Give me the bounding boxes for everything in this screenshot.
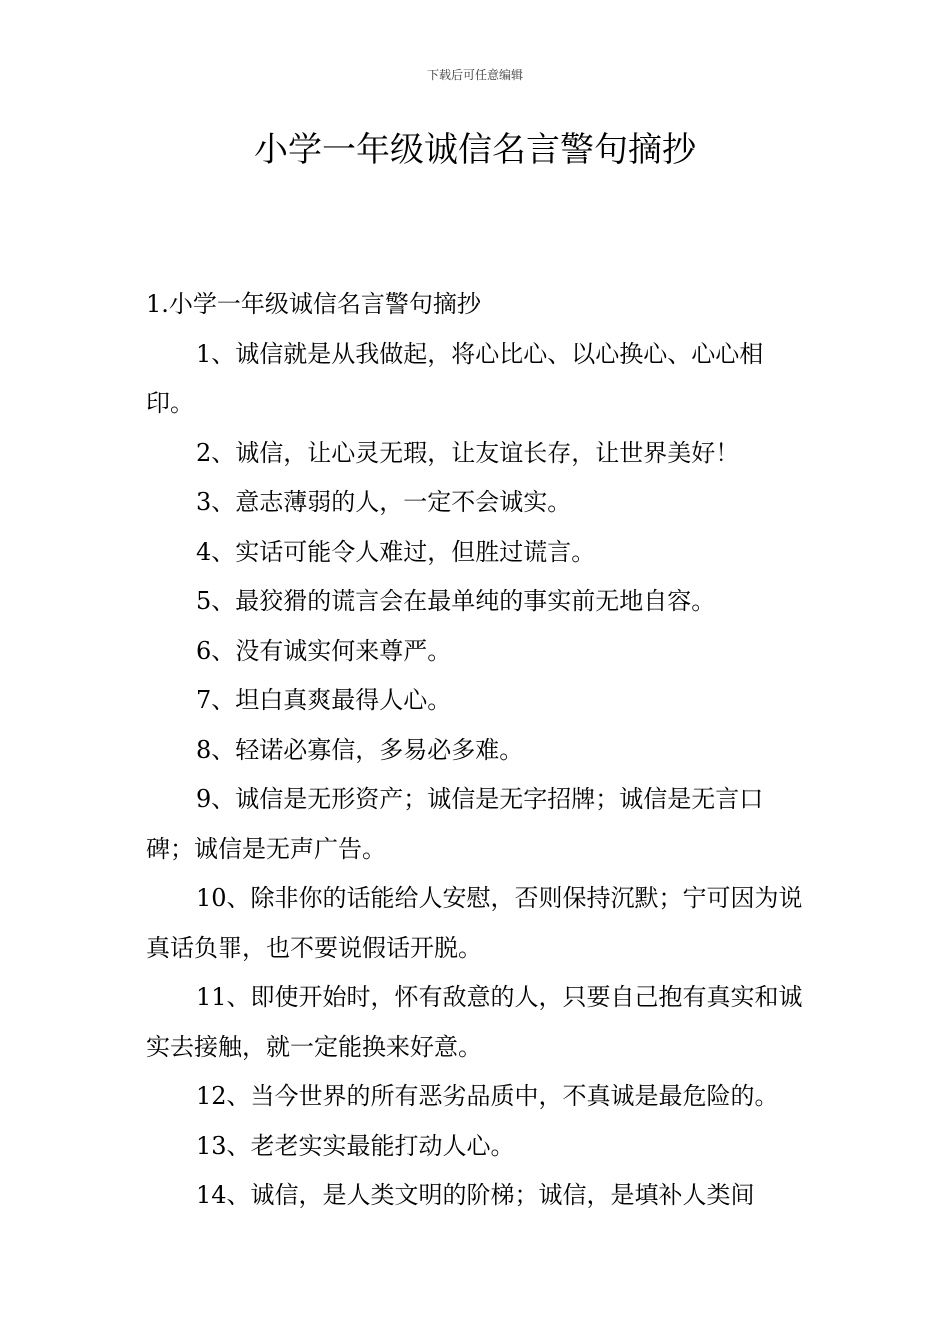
quote-item-14: 14、诚信，是人类文明的阶梯；诚信，是填补人类间 — [196, 1181, 755, 1209]
quote-item-12: 12、当今世界的所有恶劣品质中，不真诚是最危险的。 — [196, 1082, 779, 1110]
quote-item-7: 7、坦白真爽最得人心。 — [196, 686, 452, 714]
quote-item-4: 4、实话可能令人难过，但胜过谎言。 — [196, 537, 596, 566]
quote-item-3: 3、意志薄弱的人，一定不会诚实。 — [196, 488, 572, 516]
quote-item-6: 6、没有诚实何来尊严。 — [196, 636, 452, 665]
quote-item-11: 11、即使开始时，怀有敌意的人，只要自己抱有真实和诚实去接触，就一定能换来好意。 — [146, 983, 803, 1061]
section-heading: 1.小学一年级诚信名言警句摘抄 — [146, 290, 481, 318]
quote-item-9: 9、诚信是无形资产；诚信是无字招牌；诚信是无言口碑；诚信是无声广告。 — [146, 785, 764, 863]
quote-item-13: 13、老老实实最能打动人心。 — [196, 1131, 515, 1160]
quote-item-1: 1、诚信就是从我做起，将心比心、以心换心、心心相印。 — [146, 339, 764, 417]
quote-item-8: 8、轻诺必寡信，多易必多难。 — [196, 735, 524, 764]
document-title: 小学一年级诚信名言警句摘抄 — [254, 130, 696, 170]
quote-item-2: 2、诚信，让心灵无瑕，让友谊长存，让世界美好！ — [196, 438, 740, 467]
header-note: 下载后可任意编辑 — [426, 68, 523, 82]
quote-item-5: 5、最狡猾的谎言会在最单纯的事实前无地自容。 — [196, 587, 716, 615]
document-body — [146, 280, 810, 1221]
quote-item-10: 10、除非你的话能给人安慰，否则保持沉默；宁可因为说真话负罪，也不要说假话开脱。 — [146, 884, 803, 962]
